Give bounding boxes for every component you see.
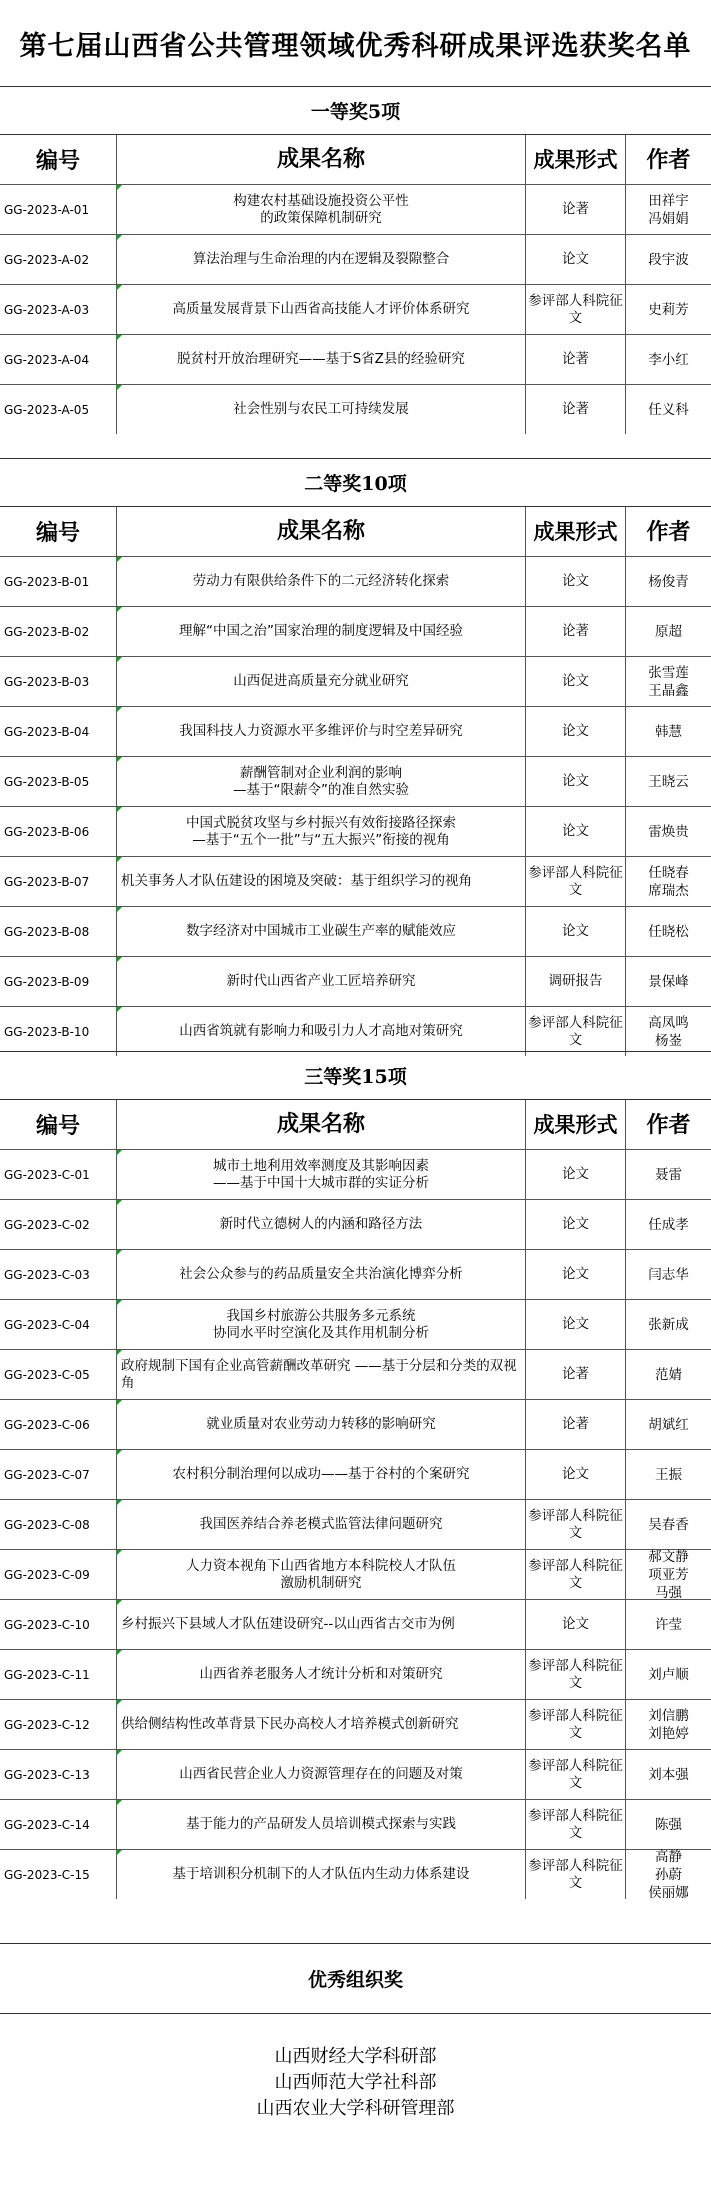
table-row bbox=[0, 334, 711, 384]
table-row bbox=[0, 1749, 711, 1799]
header-author: 作者 bbox=[625, 507, 711, 556]
cell-marker-icon bbox=[116, 907, 122, 913]
award-id: GG-2023-C-09 bbox=[4, 1567, 90, 1582]
award-title: 政府规制下国有企业高管薪酬改革研究 ——基于分层和分类的双视角 bbox=[116, 1350, 525, 1399]
cell-marker-icon bbox=[116, 1800, 122, 1806]
award-title: 就业质量对农业劳动力转移的影响研究 bbox=[116, 1400, 525, 1449]
award-id: GG-2023-C-15 bbox=[4, 1867, 90, 1882]
cell-marker-icon bbox=[116, 1350, 122, 1356]
award-title: 社会性别与农民工可持续发展 bbox=[116, 385, 525, 434]
award-title: 新时代立德树人的内涵和路径方法 bbox=[116, 1200, 525, 1249]
award-id: GG-2023-A-02 bbox=[4, 252, 90, 267]
award-author: 刘本强 bbox=[625, 1750, 711, 1799]
award-title: 数字经济对中国城市工业碳生产率的赋能效应 bbox=[116, 907, 525, 956]
award-id: GG-2023-C-07 bbox=[4, 1467, 90, 1482]
header-name: 成果名称 bbox=[116, 135, 525, 184]
table-row bbox=[0, 234, 711, 284]
award-author: 吴春香 bbox=[625, 1500, 711, 1549]
award-author: 史莉芳 bbox=[625, 285, 711, 334]
award-form: 调研报告 bbox=[525, 957, 625, 1006]
award-form: 参评部人科院征文 bbox=[525, 857, 625, 906]
award-author: 刘卢顺 bbox=[625, 1650, 711, 1699]
header-id: 编号 bbox=[35, 520, 80, 546]
award-id: GG-2023-B-07 bbox=[4, 874, 90, 889]
award-id: GG-2023-A-04 bbox=[4, 352, 90, 367]
table-row bbox=[0, 1549, 711, 1599]
award-form: 论文 bbox=[525, 657, 625, 706]
award-id: GG-2023-B-06 bbox=[4, 824, 90, 839]
award-form: 参评部人科院征文 bbox=[525, 1500, 625, 1549]
award-title: 乡村振兴下县域人才队伍建设研究--以山西省古交市为例 bbox=[116, 1600, 525, 1649]
award-author: 杨俊青 bbox=[625, 557, 711, 606]
award-form: 论文 bbox=[525, 757, 625, 806]
table-row bbox=[0, 556, 711, 606]
award-form: 论著 bbox=[525, 185, 625, 234]
cell-marker-icon bbox=[116, 1250, 122, 1256]
award-id: GG-2023-C-02 bbox=[4, 1217, 90, 1232]
cell-marker-icon bbox=[116, 657, 122, 663]
header-author: 作者 bbox=[625, 1100, 711, 1149]
table-row bbox=[0, 606, 711, 656]
cell-marker-icon bbox=[116, 285, 122, 291]
section-title: 一等奖5项 bbox=[0, 86, 711, 134]
award-id: GG-2023-C-08 bbox=[4, 1517, 90, 1532]
award-form: 论文 bbox=[525, 557, 625, 606]
award-form: 参评部人科院征文 bbox=[525, 1700, 625, 1749]
cell-marker-icon bbox=[116, 1600, 122, 1606]
award-author: 段宇波 bbox=[625, 235, 711, 284]
award-form: 论文 bbox=[525, 707, 625, 756]
award-title: 基于能力的产品研发人员培训模式探索与实践 bbox=[116, 1800, 525, 1849]
header-form: 成果形式 bbox=[525, 1100, 625, 1149]
award-title: 山西省筑就有影响力和吸引力人才高地对策研究 bbox=[116, 1007, 525, 1056]
award-author: 刘信鹏 刘艳婷 bbox=[625, 1700, 711, 1749]
award-author: 陈强 bbox=[625, 1800, 711, 1849]
award-form: 论文 bbox=[525, 1250, 625, 1299]
org-award-item: 山西农业大学科研管理部 bbox=[256, 2098, 455, 2119]
cell-marker-icon bbox=[116, 707, 122, 713]
award-form: 参评部人科院征文 bbox=[525, 1550, 625, 1599]
table-row bbox=[0, 1499, 711, 1549]
award-title: 机关事务人才队伍建设的困境及突破：基于组织学习的视角 bbox=[116, 857, 525, 906]
award-title: 劳动力有限供给条件下的二元经济转化探索 bbox=[116, 557, 525, 606]
award-title: 城市土地利用效率测度及其影响因素 ——基于中国十大城市群的实证分析 bbox=[116, 1150, 525, 1199]
table-row bbox=[0, 956, 711, 1006]
award-author: 田祥宇 冯娟娟 bbox=[625, 185, 711, 234]
award-title: 山西省民营企业人力资源管理存在的问题及对策 bbox=[116, 1750, 525, 1799]
award-id: GG-2023-B-02 bbox=[4, 624, 90, 639]
table-row bbox=[0, 1649, 711, 1699]
award-id: GG-2023-C-14 bbox=[4, 1817, 90, 1832]
award-id: GG-2023-A-05 bbox=[4, 402, 90, 417]
cell-marker-icon bbox=[116, 185, 122, 191]
table-row bbox=[0, 1599, 711, 1649]
cell-marker-icon bbox=[116, 1650, 122, 1656]
award-author: 范婧 bbox=[625, 1350, 711, 1399]
award-id: GG-2023-B-01 bbox=[4, 574, 90, 589]
table-row bbox=[0, 856, 711, 906]
award-id: GG-2023-C-05 bbox=[4, 1367, 90, 1382]
table-row bbox=[0, 1849, 711, 1899]
award-author: 任成孝 bbox=[625, 1200, 711, 1249]
table-row bbox=[0, 706, 711, 756]
table-row bbox=[0, 1349, 711, 1399]
award-title: 我国医养结合养老模式监管法律问题研究 bbox=[116, 1500, 525, 1549]
award-author: 雷焕贵 bbox=[625, 807, 711, 856]
award-id: GG-2023-C-13 bbox=[4, 1767, 90, 1782]
table-row bbox=[0, 184, 711, 234]
table-row bbox=[0, 1449, 711, 1499]
award-form: 参评部人科院征文 bbox=[525, 1800, 625, 1849]
award-form: 论文 bbox=[525, 1150, 625, 1199]
header-form: 成果形式 bbox=[525, 507, 625, 556]
table-row bbox=[0, 384, 711, 434]
award-id: GG-2023-C-11 bbox=[4, 1667, 90, 1682]
org-award-title: 优秀组织奖 bbox=[0, 1943, 711, 2013]
header-author: 作者 bbox=[625, 135, 711, 184]
cell-marker-icon bbox=[116, 957, 122, 963]
award-id: GG-2023-C-10 bbox=[4, 1617, 90, 1632]
cell-marker-icon bbox=[116, 1400, 122, 1406]
cell-marker-icon bbox=[116, 385, 122, 391]
org-award-item: 山西师范大学社科部 bbox=[274, 2072, 437, 2093]
award-form: 参评部人科院征文 bbox=[525, 1650, 625, 1699]
cell-marker-icon bbox=[116, 235, 122, 241]
org-award-list bbox=[0, 2044, 711, 2122]
award-title: 我国科技人力资源水平多维评价与时空差异研究 bbox=[116, 707, 525, 756]
award-id: GG-2023-B-05 bbox=[4, 774, 90, 789]
award-author: 任晓松 bbox=[625, 907, 711, 956]
award-id: GG-2023-A-01 bbox=[4, 202, 90, 217]
header-id: 编号 bbox=[35, 1113, 80, 1139]
table-header-row bbox=[0, 134, 711, 184]
cell-marker-icon bbox=[116, 1150, 122, 1156]
award-title: 社会公众参与的药品质量安全共治演化博弈分析 bbox=[116, 1250, 525, 1299]
award-title: 农村积分制治理何以成功——基于谷村的个案研究 bbox=[116, 1450, 525, 1499]
award-form: 论文 bbox=[525, 1450, 625, 1499]
award-title: 脱贫村开放治理研究——基于S省Z县的经验研究 bbox=[116, 335, 525, 384]
cell-marker-icon bbox=[116, 607, 122, 613]
org-award-divider bbox=[0, 2013, 711, 2014]
award-author: 李小红 bbox=[625, 335, 711, 384]
award-id: GG-2023-C-01 bbox=[4, 1167, 90, 1182]
award-id: GG-2023-C-06 bbox=[4, 1417, 90, 1432]
header-id: 编号 bbox=[35, 148, 80, 174]
table-header-row bbox=[0, 1099, 711, 1149]
cell-marker-icon bbox=[116, 1007, 122, 1013]
table-row bbox=[0, 806, 711, 856]
award-form: 论著 bbox=[525, 607, 625, 656]
award-id: GG-2023-B-09 bbox=[4, 974, 90, 989]
table-row bbox=[0, 756, 711, 806]
header-name: 成果名称 bbox=[116, 1100, 525, 1149]
award-id: GG-2023-B-04 bbox=[4, 724, 90, 739]
award-author: 闫志华 bbox=[625, 1250, 711, 1299]
cell-marker-icon bbox=[116, 857, 122, 863]
award-author: 张新成 bbox=[625, 1300, 711, 1349]
award-form: 参评部人科院征文 bbox=[525, 285, 625, 334]
award-title: 我国乡村旅游公共服务多元系统 协同水平时空演化及其作用机制分析 bbox=[116, 1300, 525, 1349]
award-form: 论文 bbox=[525, 1600, 625, 1649]
table-row bbox=[0, 1149, 711, 1199]
header-name: 成果名称 bbox=[116, 507, 525, 556]
award-title: 薪酬管制对企业利润的影响 —基于“限薪令”的准自然实验 bbox=[116, 757, 525, 806]
cell-marker-icon bbox=[116, 1750, 122, 1756]
award-form: 论文 bbox=[525, 907, 625, 956]
award-form: 论文 bbox=[525, 1200, 625, 1249]
section-title: 三等奖15项 bbox=[0, 1051, 711, 1099]
cell-marker-icon bbox=[116, 335, 122, 341]
award-author: 景保峰 bbox=[625, 957, 711, 1006]
cell-marker-icon bbox=[116, 757, 122, 763]
award-title: 山西省养老服务人才统计分析和对策研究 bbox=[116, 1650, 525, 1699]
award-title: 算法治理与生命治理的内在逻辑及裂隙整合 bbox=[116, 235, 525, 284]
award-id: GG-2023-C-03 bbox=[4, 1267, 90, 1282]
award-author: 郝文静 项亚芳 马强 bbox=[625, 1550, 711, 1599]
award-title: 人力资本视角下山西省地方本科院校人才队伍 激励机制研究 bbox=[116, 1550, 525, 1599]
cell-marker-icon bbox=[116, 1550, 122, 1556]
award-id: GG-2023-B-08 bbox=[4, 924, 90, 939]
award-form: 参评部人科院征文 bbox=[525, 1750, 625, 1799]
table-row bbox=[0, 284, 711, 334]
cell-marker-icon bbox=[116, 1500, 122, 1506]
award-author: 任晓春 席瑞杰 bbox=[625, 857, 711, 906]
award-form: 论著 bbox=[525, 335, 625, 384]
award-author: 胡斌红 bbox=[625, 1400, 711, 1449]
award-form: 论文 bbox=[525, 1300, 625, 1349]
award-author: 王振 bbox=[625, 1450, 711, 1499]
award-form: 论文 bbox=[525, 807, 625, 856]
award-author: 韩慧 bbox=[625, 707, 711, 756]
page-title: 第七届山西省公共管理领域优秀科研成果评选获奖名单 bbox=[19, 30, 692, 62]
cell-marker-icon bbox=[116, 1700, 122, 1706]
table-row bbox=[0, 1249, 711, 1299]
award-id: GG-2023-C-04 bbox=[4, 1317, 90, 1332]
table-row bbox=[0, 1199, 711, 1249]
table-row bbox=[0, 1006, 711, 1056]
award-author: 高凤鸣 杨崟 bbox=[625, 1007, 711, 1056]
award-title: 山西促进高质量充分就业研究 bbox=[116, 657, 525, 706]
table-row bbox=[0, 1399, 711, 1449]
table-row bbox=[0, 1799, 711, 1849]
award-author: 许莹 bbox=[625, 1600, 711, 1649]
table-row bbox=[0, 906, 711, 956]
award-form: 论著 bbox=[525, 385, 625, 434]
award-form: 参评部人科院征文 bbox=[525, 1007, 625, 1056]
cell-marker-icon bbox=[116, 1850, 122, 1856]
award-author: 王晓云 bbox=[625, 757, 711, 806]
award-id: GG-2023-C-12 bbox=[4, 1717, 90, 1732]
award-title: 供给侧结构性改革背景下民办高校人才培养模式创新研究 bbox=[116, 1700, 525, 1749]
cell-marker-icon bbox=[116, 1450, 122, 1456]
award-title: 中国式脱贫攻坚与乡村振兴有效衔接路径探索 —基于“五个一批”与“五大振兴”衔接的视角 bbox=[116, 807, 525, 856]
table-row bbox=[0, 1299, 711, 1349]
award-form: 参评部人科院征文 bbox=[525, 1850, 625, 1899]
org-award-item: 山西财经大学科研部 bbox=[274, 2046, 437, 2067]
award-title: 新时代山西省产业工匠培养研究 bbox=[116, 957, 525, 1006]
award-id: GG-2023-A-03 bbox=[4, 302, 90, 317]
cell-marker-icon bbox=[116, 557, 122, 563]
section-title: 二等奖10项 bbox=[0, 458, 711, 506]
award-title: 理解“中国之治”国家治理的制度逻辑及中国经验 bbox=[116, 607, 525, 656]
award-author: 原超 bbox=[625, 607, 711, 656]
cell-marker-icon bbox=[116, 1300, 122, 1306]
award-author: 张雪莲 王晶鑫 bbox=[625, 657, 711, 706]
header-form: 成果形式 bbox=[525, 135, 625, 184]
award-form: 论著 bbox=[525, 1400, 625, 1449]
table-header-row bbox=[0, 506, 711, 556]
award-form: 论著 bbox=[525, 1350, 625, 1399]
award-author: 高静 孙蔚 侯丽娜 bbox=[625, 1850, 711, 1899]
award-form: 论文 bbox=[525, 235, 625, 284]
award-title: 基于培训积分机制下的人才队伍内生动力体系建设 bbox=[116, 1850, 525, 1899]
table-row bbox=[0, 1699, 711, 1749]
award-id: GG-2023-B-10 bbox=[4, 1024, 90, 1039]
award-title: 高质量发展背景下山西省高技能人才评价体系研究 bbox=[116, 285, 525, 334]
award-author: 任义科 bbox=[625, 385, 711, 434]
cell-marker-icon bbox=[116, 1200, 122, 1206]
cell-marker-icon bbox=[116, 807, 122, 813]
award-id: GG-2023-B-03 bbox=[4, 674, 90, 689]
table-row bbox=[0, 656, 711, 706]
award-author: 聂雷 bbox=[625, 1150, 711, 1199]
award-title: 构建农村基础设施投资公平性 的政策保障机制研究 bbox=[116, 185, 525, 234]
